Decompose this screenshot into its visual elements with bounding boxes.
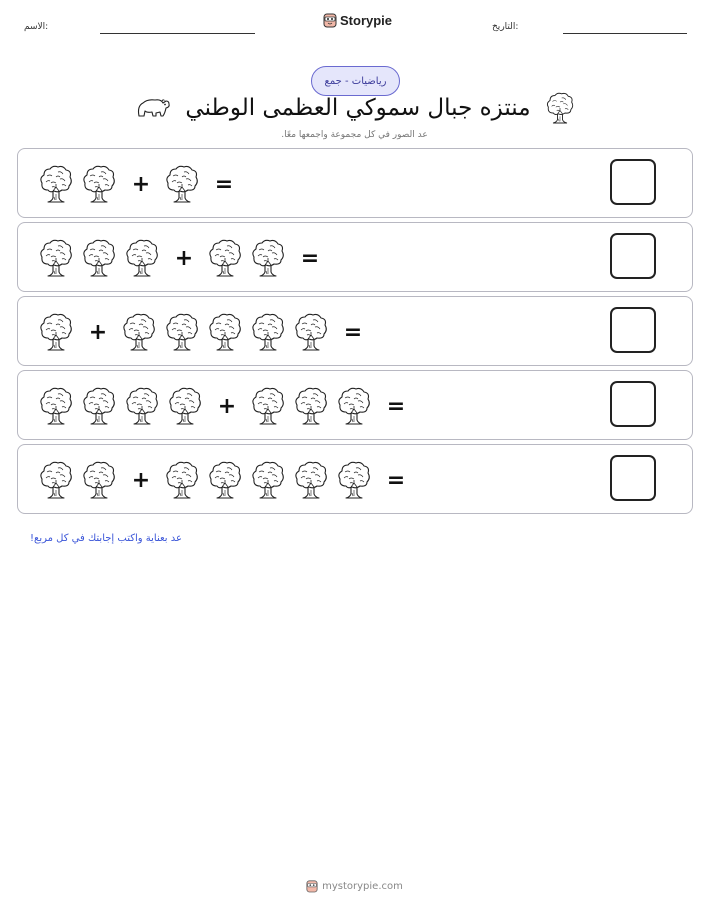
brand-logo [323,12,392,28]
answer-box[interactable] [610,233,656,279]
tree-icon [121,312,157,352]
subtitle: عد الصور في كل مجموعة واجمعها معًا. [281,130,428,140]
answer-box[interactable] [610,307,656,353]
tree-icon [81,164,117,204]
equals-sign: = [386,467,406,493]
tree-icon [81,238,117,278]
tree-icon [336,386,372,426]
tree-icon [167,386,203,426]
problem-row-1 [17,148,693,218]
title-row [140,88,570,128]
problem-items [38,223,333,293]
tree-icon [293,312,329,352]
tree-icon [250,312,286,352]
plus-sign: + [131,171,151,197]
bear-icon [135,94,171,122]
problem-row-4 [17,370,693,440]
plus-sign: + [88,319,108,345]
footer-site: mystorypie.com [322,880,403,892]
problem-items [38,371,419,441]
storypie-mascot-icon [306,879,318,893]
name-line [100,33,255,34]
tree-icon [124,386,160,426]
tree-icon [164,164,200,204]
problem-row-5 [17,444,693,514]
name-label: الاسم: [24,22,49,32]
problem-items [38,149,247,219]
date-label: التاريخ: [492,22,519,32]
instruction-text: عد بعناية واكتب إجابتك في كل مربع! [30,533,182,544]
tree-icon [38,164,74,204]
tree-icon [124,238,160,278]
tree-icon [38,312,74,352]
storypie-mascot-icon [323,12,337,28]
date-line [563,33,687,34]
tree-icon [250,238,286,278]
tree-icon [38,460,74,500]
answer-box[interactable] [610,159,656,205]
tree-icon [545,91,575,125]
plus-sign: + [217,393,237,419]
tree-icon [207,312,243,352]
tree-icon [207,238,243,278]
subject-badge: رياضيات - جمع [311,66,400,96]
brand-name: Storypie [340,12,393,28]
tree-icon [293,386,329,426]
tree-icon [81,460,117,500]
tree-icon [293,460,329,500]
plus-sign: + [131,467,151,493]
equals-sign: = [300,245,320,271]
problem-row-2 [17,222,693,292]
tree-icon [38,238,74,278]
problem-items [38,297,376,367]
equals-sign: = [343,319,363,345]
problem-items [38,445,419,515]
tree-icon [250,386,286,426]
equals-sign: = [386,393,406,419]
answer-box[interactable] [610,381,656,427]
equals-sign: = [214,171,234,197]
answer-box[interactable] [610,455,656,501]
tree-icon [164,312,200,352]
page-title: منتزه جبال سموكي العظمى الوطني [185,95,531,121]
tree-icon [336,460,372,500]
tree-icon [81,386,117,426]
tree-icon [38,386,74,426]
plus-sign: + [174,245,194,271]
problem-row-3 [17,296,693,366]
tree-icon [250,460,286,500]
footer [0,879,709,893]
tree-icon [164,460,200,500]
tree-icon [207,460,243,500]
